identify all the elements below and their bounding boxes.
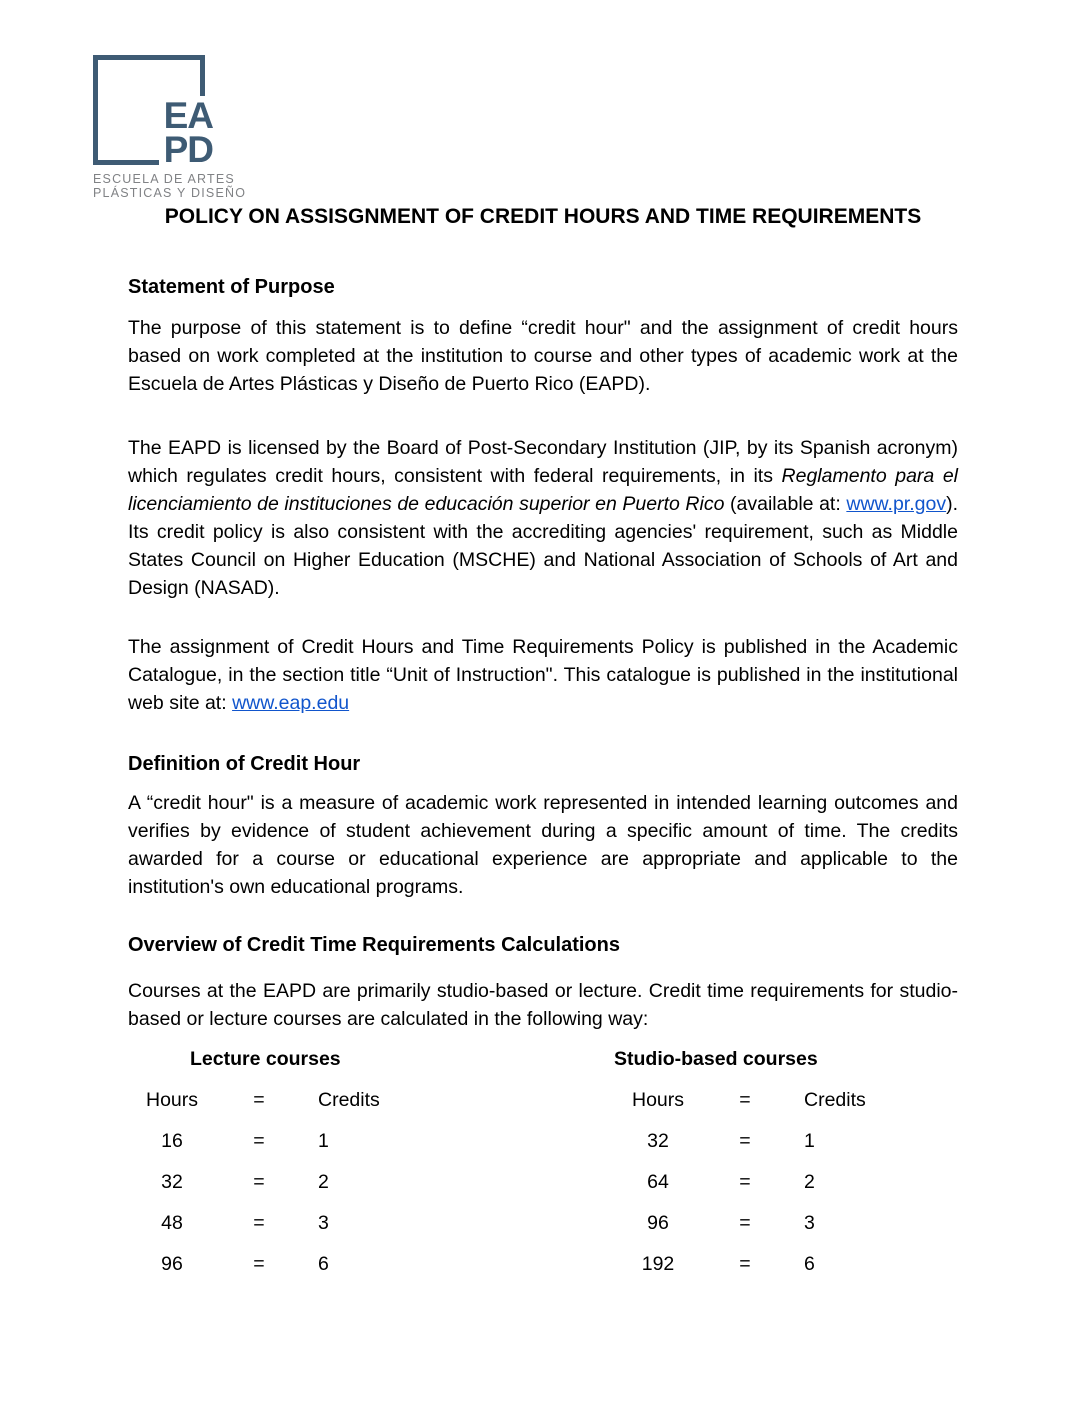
studio-table-title: Studio-based courses — [614, 1048, 818, 1070]
paragraph-catalogue — [128, 633, 958, 717]
logo-acronym-line1: EA — [163, 94, 213, 136]
licensing-text-before-link: (available at: — [724, 493, 847, 515]
studio-header-equals: = — [739, 1089, 751, 1111]
logo-school-name-line2: PLÁSTICAS Y DISEÑO — [93, 186, 247, 200]
lecture-row-hours: 32 — [161, 1171, 183, 1193]
studio-header-hours: Hours — [631, 1089, 685, 1111]
paragraph-overview: Courses at the EAPD are primarily studio-based or lecture. Credit time requirements for studio-based or lecture courses are calculated in the following way: — [128, 980, 958, 1030]
lecture-row-equals: = — [253, 1212, 265, 1234]
studio-row-credits: 3 — [804, 1212, 815, 1234]
studio-row-equals: = — [739, 1253, 751, 1275]
link-eap-edu[interactable]: www.eap.edu — [232, 692, 350, 714]
lecture-courses-table — [128, 1046, 614, 1278]
studio-row-hours: 96 — [647, 1212, 669, 1234]
lecture-row-hours: 48 — [161, 1212, 183, 1234]
lecture-row-credits: 1 — [318, 1130, 329, 1152]
lecture-row-credits: 3 — [318, 1212, 329, 1234]
studio-table-row — [614, 1209, 958, 1237]
paragraph-definition: A “credit hour" is a measure of academic work represented in intended learning outcomes and verifies by evidence of student achievement during a specific amount of time. The credits awarded for a course or educational experience are appropriate and applicable to the institution's own educational programs. — [128, 792, 958, 898]
page-title: POLICY ON ASSISGNMENT OF CREDIT HOURS AND TIME REQUIREMENTS — [164, 205, 922, 228]
lecture-row-credits: 2 — [318, 1171, 329, 1193]
licensing-text-after-link: ). Its credit policy is also consistent with the accrediting agencies' requirement, such as Middle States Council on Higher Education (MSCHE) and National Association of Schools of Art and Design (NASAD). — [128, 493, 958, 599]
studio-header-credits: Credits — [804, 1089, 866, 1111]
licensing-regulation-title: Reglamento para el licenciamiento de instituciones de educación superior en Puerto Rico — [128, 465, 958, 515]
document-content — [128, 0, 958, 1278]
lecture-table-row — [128, 1168, 614, 1196]
heading-statement-of-purpose: Statement of Purpose — [128, 276, 335, 298]
studio-table-row — [614, 1127, 958, 1155]
studio-row-credits: 6 — [804, 1253, 815, 1275]
credit-equivalency-tables — [128, 1046, 958, 1278]
logo-acronym-line2: PD — [163, 128, 213, 170]
heading-overview-calculations: Overview of Credit Time Requirements Calculations — [128, 934, 620, 956]
studio-row-hours: 32 — [647, 1130, 669, 1152]
licensing-text-before-italic: The EAPD is licensed by the Board of Post-Secondary Institution (JIP, by its Spanish acronym) which regulates credit hours, consistent with federal requirements, in its — [128, 437, 958, 487]
heading-definition-of-credit-hour: Definition of Credit Hour — [128, 753, 361, 775]
lecture-table-row — [128, 1209, 614, 1237]
studio-row-hours: 64 — [647, 1171, 669, 1193]
catalogue-text: The assignment of Credit Hours and Time Requirements Policy is published in the Academic Catalogue, in the section title “Unit of Instruction". This catalogue is published in the institutional web site at: — [128, 636, 958, 714]
lecture-row-equals: = — [253, 1253, 265, 1275]
studio-table-row — [614, 1168, 958, 1196]
studio-row-credits: 1 — [804, 1130, 815, 1152]
lecture-row-credits: 6 — [318, 1253, 329, 1275]
studio-row-hours: 192 — [641, 1253, 675, 1275]
lecture-header-credits: Credits — [318, 1089, 380, 1111]
link-pr-gov[interactable]: www.pr.gov — [846, 493, 947, 515]
studio-table-row — [614, 1250, 958, 1278]
studio-row-credits: 2 — [804, 1171, 815, 1193]
studio-row-equals: = — [739, 1212, 751, 1234]
studio-row-equals: = — [739, 1171, 751, 1193]
lecture-table-header-row — [128, 1086, 614, 1114]
lecture-row-equals: = — [253, 1171, 265, 1193]
lecture-row-equals: = — [253, 1130, 265, 1152]
lecture-row-hours: 96 — [161, 1253, 183, 1275]
studio-courses-table — [614, 1046, 958, 1278]
logo-school-name-line1: ESCUELA DE ARTES — [93, 172, 235, 186]
lecture-table-row — [128, 1250, 614, 1278]
lecture-table-row — [128, 1127, 614, 1155]
paragraph-licensing — [128, 434, 958, 602]
lecture-header-hours: Hours — [145, 1089, 199, 1111]
lecture-row-hours: 16 — [161, 1130, 183, 1152]
lecture-header-equals: = — [253, 1089, 265, 1111]
lecture-table-title: Lecture courses — [190, 1048, 341, 1070]
studio-table-header-row — [614, 1086, 958, 1114]
paragraph-statement-of-purpose: The purpose of this statement is to define “credit hour" and the assignment of credit hours based on work completed at the institution to course and other types of academic work at the Escuela de Artes Plásticas y Diseño de Puerto Rico (EAPD). — [128, 317, 958, 395]
studio-row-equals: = — [739, 1130, 751, 1152]
